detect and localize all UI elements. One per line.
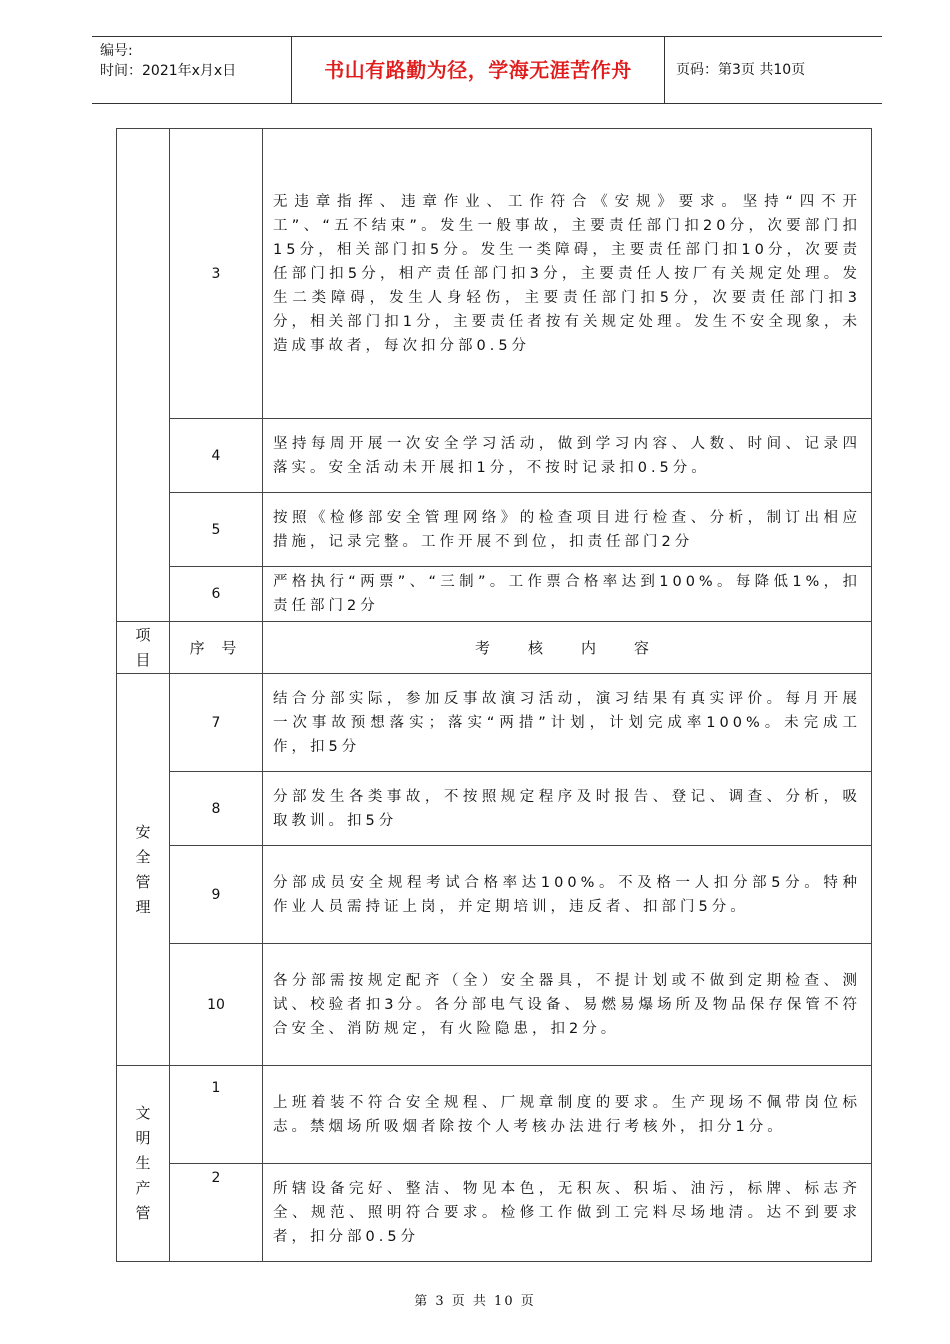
row-seq: 4 xyxy=(170,419,263,493)
number-label: 编号: xyxy=(100,43,133,59)
row-seq: 1 xyxy=(170,1066,263,1164)
row-content: 无违章指挥、违章作业、工作符合《安规》要求。坚持“四不开工”、“五不结束”。发生一般事故，主要责任部门扣20分，次要部门扣15分，相关部门扣5分。发生一类障碍，主要责任部门扣10分，次要责任部门扣5分，相产责任部门扣3分，主要责任人按厂有关规定处理。发生二类障碍，发生人身轻伤，主要责任部门扣5分，次要责任部门扣3分，相关部门扣1分，主要责任者按有关规定处理。发生不安全现象，未造成事故者，每次扣分部0.5分 xyxy=(263,129,872,419)
row-content: 分部成员安全规程考试合格率达100%。不及格一人扣分部5分。特种作业人员需持证上岗，并定期培训，违反者、扣部门5分。 xyxy=(263,846,872,944)
row-seq: 9 xyxy=(170,846,263,944)
header-page-info: 页码：第3页 共10页 xyxy=(676,62,806,78)
row-content: 结合分部实际，参加反事故演习活动，演习结果有真实评价。每月开展一次事故预想落实；落实“两措”计划，计划完成率100%。未完成工作，扣5分 xyxy=(263,674,872,772)
page-footer: 第 3 页 共 10 页 xyxy=(414,1294,536,1309)
row-seq: 10 xyxy=(170,944,263,1066)
row-content: 坚持每周开展一次安全学习活动，做到学习内容、人数、时间、记录四落实。安全活动未开展扣1分，不按时记录扣0.5分。 xyxy=(263,419,872,493)
row-seq: 8 xyxy=(170,772,263,846)
row-content: 分部发生各类事故，不按照规定程序及时报告、登记、调查、分析，吸取教训。扣5分 xyxy=(263,772,872,846)
row-seq: 7 xyxy=(170,674,263,772)
row-seq: 6 xyxy=(170,567,263,622)
table-row xyxy=(117,674,872,772)
category-civil: 文明生产管 xyxy=(117,1066,170,1262)
table-row xyxy=(117,419,872,493)
table-row xyxy=(117,944,872,1066)
header-meta xyxy=(92,37,292,103)
row-content: 所辖设备完好、整洁、物见本色，无积灰、积垢、油污，标牌、标志齐全、规范、照明符合要求。检修工作做到工完料尽场地清。达不到要求者，扣分部0.5分 xyxy=(263,1164,872,1262)
row-content: 各分部需按规定配齐（全）安全器具，不提计划或不做到定期检查、测试、校验者扣3分。各分部电气设备、易燃易爆场所及物品保存保管不符合安全、消防规定，有火险隐患，扣2分。 xyxy=(263,944,872,1066)
category-cell-continued xyxy=(117,129,170,622)
header-seq: 序 号 xyxy=(170,622,263,674)
time-label: 时间：2021年x月x日 xyxy=(100,63,237,79)
row-seq: 3 xyxy=(170,129,263,419)
page-header xyxy=(92,36,882,104)
header-motto: 书山有路勤为径，学海无涯苦作舟 xyxy=(292,37,665,103)
header-content: 考核内容 xyxy=(263,622,872,674)
row-content: 上班着装不符合安全规程、厂规章制度的要求。生产现场不佩带岗位标志。禁烟场所吸烟者除按个人考核办法进行考核外，扣分1分。 xyxy=(263,1066,872,1164)
category-safety: 安全管理 xyxy=(117,674,170,1066)
table-row xyxy=(117,567,872,622)
table-row xyxy=(117,1164,872,1262)
table-row xyxy=(117,493,872,567)
row-content: 按照《检修部安全管理网络》的检查项目进行检查、分析，制订出相应措施，记录完整。工作开展不到位，扣责任部门2分 xyxy=(263,493,872,567)
table-row xyxy=(117,129,872,419)
header-item: 项目 xyxy=(117,622,170,674)
table-row xyxy=(117,846,872,944)
row-seq: 2 xyxy=(170,1164,263,1262)
row-content: 严格执行“两票”、“三制”。工作票合格率达到100%。每降低1%，扣责任部门2分 xyxy=(263,567,872,622)
assessment-table xyxy=(116,128,872,1262)
row-seq: 5 xyxy=(170,493,263,567)
table-row xyxy=(117,1066,872,1164)
table-header-row xyxy=(117,622,872,674)
table-row xyxy=(117,772,872,846)
